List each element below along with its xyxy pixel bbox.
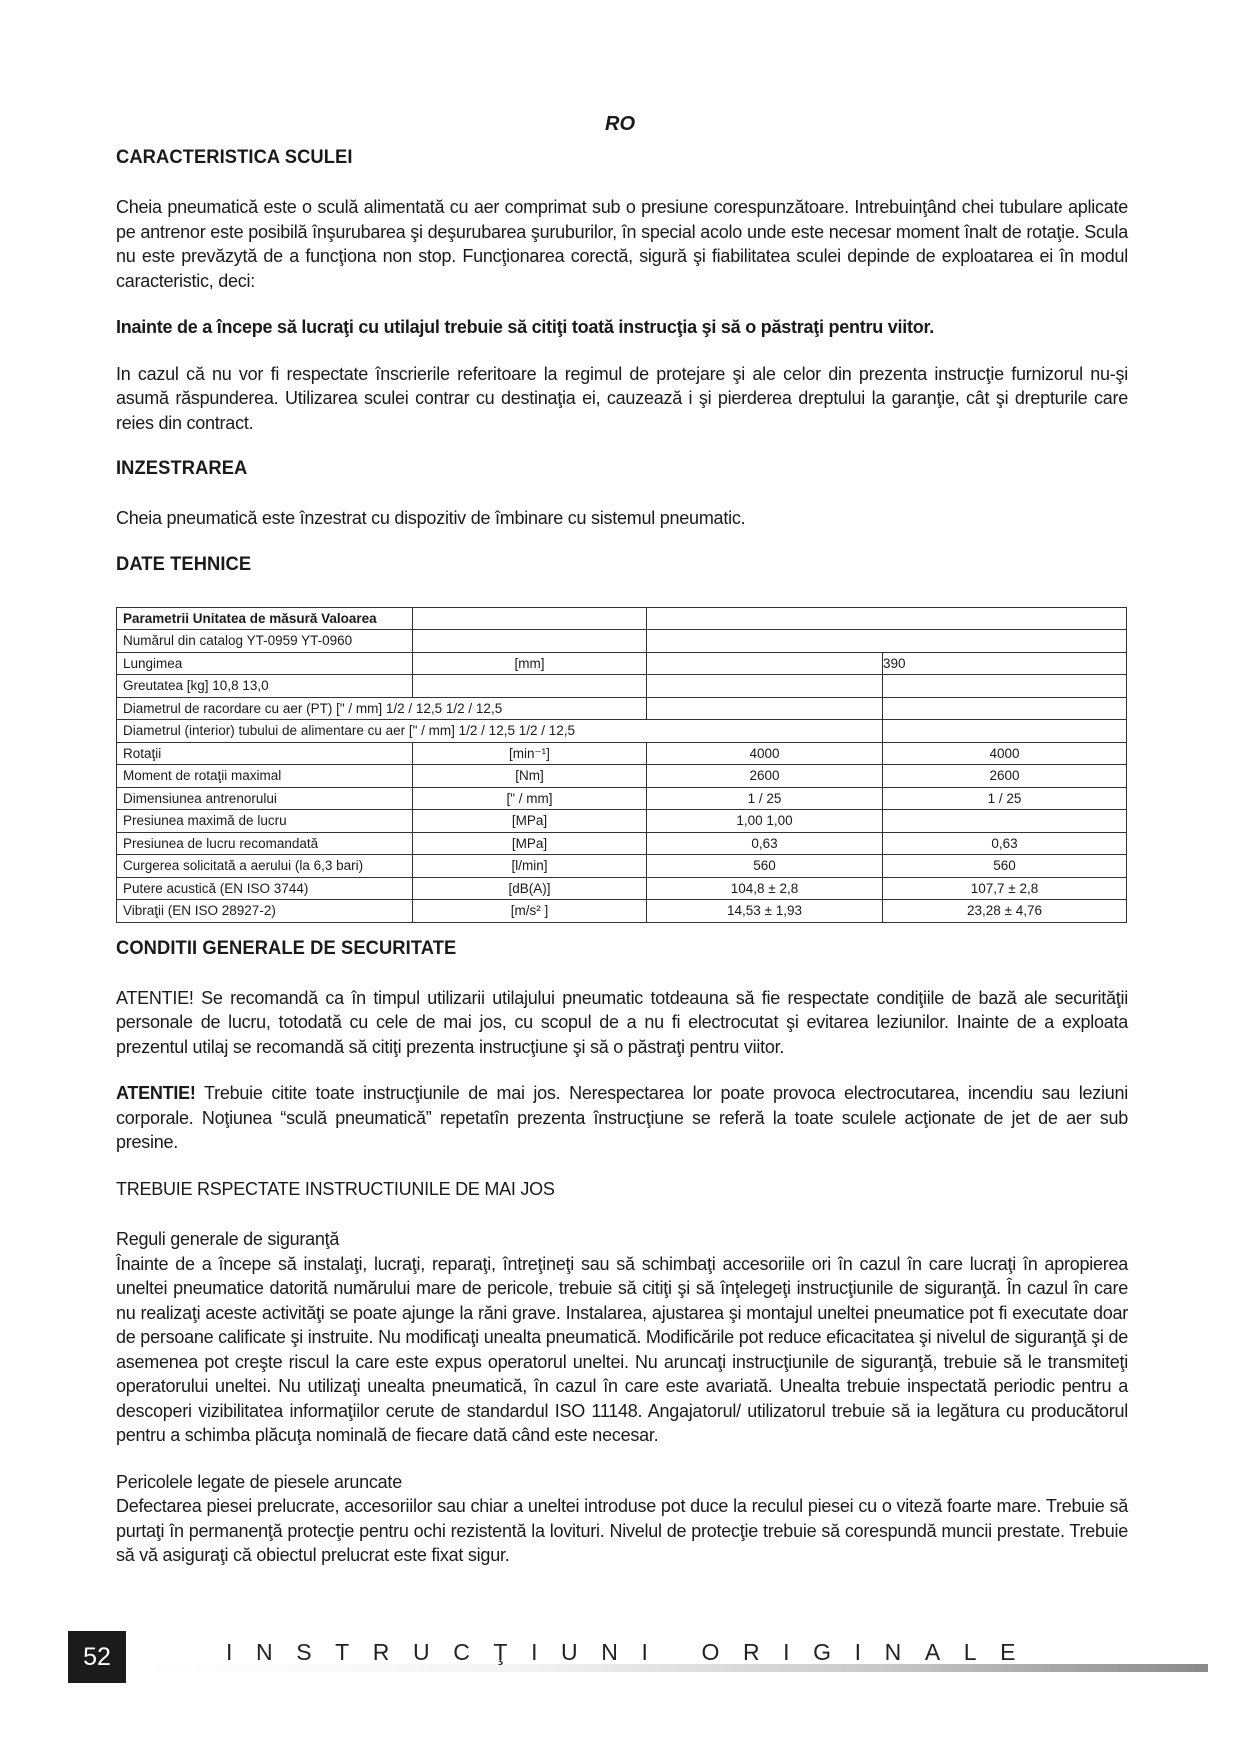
table-cell: Rotaţii (117, 742, 413, 765)
table-row (117, 720, 1127, 743)
table-cell (413, 630, 647, 653)
table-cell: Lungimea (117, 652, 413, 675)
table-cell (883, 720, 1127, 743)
table-row (117, 832, 1127, 855)
paragraph-conditii-1: ATENTIE! Se recomandă ca în timpul utilizarii utilajului pneumatic totdeauna să fie respectate condiţiile de bază ale securităţii personale de lucru, totodată cu cele de mai jos, cu scopul de a nu fi electrocutat şi evitarea leziunilor. Inainte de a exploata prezentul utilaj se recomandă să citiţi prezenta instrucţiune şi să o păstraţi pentru viitor. (116, 987, 1128, 1057)
paragraph-inzestrarea: Cheia pneumatică este înzestrat cu dispozitiv de îmbinare cu sistemul pneumatic. (116, 508, 746, 528)
table-row (117, 877, 1127, 900)
table-cell: [min⁻¹] (413, 742, 647, 765)
footer-text: INSTRUCŢIUNI ORIGINALE (226, 1639, 1040, 1665)
table-cell (647, 607, 1127, 630)
table-cell (413, 607, 647, 630)
table-cell: [" / mm] (413, 787, 647, 810)
table-cell (647, 697, 883, 720)
section-title-date-tehnice: DATE TEHNICE (116, 552, 252, 575)
table-cell: 1 / 25 (647, 787, 883, 810)
table-cell (413, 675, 647, 698)
table-cell: [MPa] (413, 810, 647, 833)
table-cell: [l/min] (413, 855, 647, 878)
table-cell: 4000 (883, 742, 1127, 765)
subheading-pericolele: Pericolele legate de piesele aruncate (116, 1471, 402, 1492)
subheading-reguli: Reguli generale de siguranţă (116, 1229, 340, 1249)
table-cell (647, 630, 1127, 653)
table-cell: Diametrul (interior) tubului de alimentare cu aer [" / mm] 1/2 / 12,5 1/2 / 12,5 (117, 720, 883, 743)
table-cell: 0,63 (883, 832, 1127, 855)
table-row (117, 765, 1127, 788)
table-cell: [mm] (413, 652, 647, 675)
table-cell: 23,28 ± 4,76 (883, 900, 1127, 923)
table-row (117, 855, 1127, 878)
table-cell: [Nm] (413, 765, 647, 788)
section-title-caracteristica: CARACTERISTICA SCULEI (116, 146, 353, 168)
table-cell (647, 652, 883, 675)
table-row (117, 742, 1127, 765)
table-cell: 4000 (647, 742, 883, 765)
table-cell: Parametrii Unitatea de măsură Valoarea (117, 607, 413, 630)
table-cell: Curgerea solicitată a aerului (la 6,3 bari) (117, 855, 413, 878)
table-cell: 107,7 ± 2,8 (883, 877, 1127, 900)
table-cell: Diametrul de racordare cu aer (PT) [" / mm] 1/2 / 12,5 1/2 / 12,5 (117, 697, 647, 720)
table-row (117, 900, 1127, 923)
table-cell (883, 810, 1127, 833)
table-cell: 390 (883, 652, 1127, 675)
paragraph-caracteristica-1: Cheia pneumatică este o sculă alimentată cu aer comprimat sub o presiune corespunzătoare. Intrebuinţând chei tubulare aplicate pe antrenor este posibilă înşurubarea şi deşurubarea şuruburilor, în special acolo unde este necesar moment înalt de rotaţie. Scula nu este prevăzytă de a funcţiona non stop. Funcţionarea corectă, sigură şi fiabilitatea sculei depinde de exploatarea ei în modul caracteristic, deci: (116, 197, 1128, 291)
section-title-conditii: CONDITII GENERALE DE SECURITATE (116, 936, 457, 959)
table-row (117, 675, 1127, 698)
table-cell: 560 (883, 855, 1127, 878)
section-title-inzestrarea: INZESTRAREA (116, 457, 248, 479)
table-cell: [MPa] (413, 832, 647, 855)
table-cell: 1 / 25 (883, 787, 1127, 810)
table-row (117, 607, 1127, 630)
technical-data-table (116, 607, 1127, 923)
warning-label: ATENTIE! (116, 1083, 196, 1103)
paragraph-pericolele: Defectarea piesei prelucrate, accesoriilor sau chiar a uneltei introduse pot duce la reculul piesei cu o viteză foarte mare. Trebuie să purtaţi în permanenţă protecţie pentru ochi rezistentă la lovituri. Nivelul de protecţie trebuie să corespundă muncii prestate. Trebuie să vă asiguraţi că obiectul prelucrat este fixat sigur. (116, 1496, 1128, 1565)
table-row (117, 630, 1127, 653)
warning-text: Trebuie citite toate instrucţiunile de mai jos. Nerespectarea lor poate provoca electrocutarea, incendiu sau leziuni corporale. Noţiunea “sculă pneumatică” repetatîn prezenta înstrucţiune se referă la toate sculele acţionate de jet de aer sub presine. (116, 1083, 1128, 1152)
table-cell: [m/s² ] (413, 900, 647, 923)
table-cell: 14,53 ± 1,93 (647, 900, 883, 923)
table-cell: Presiunea maximă de lucru (117, 810, 413, 833)
page-content (116, 146, 1128, 1568)
table-cell: 2600 (647, 765, 883, 788)
table-cell: Vibraţii (EN ISO 28927-2) (117, 900, 413, 923)
page-footer (68, 1631, 1208, 1683)
table-cell (883, 675, 1127, 698)
table-cell: 1,00 1,00 (647, 810, 883, 833)
table-cell: [dB(A)] (413, 877, 647, 900)
table-cell: 2600 (883, 765, 1127, 788)
language-code: RO (605, 113, 635, 135)
table-cell: 560 (647, 855, 883, 878)
table-cell: Dimensiunea antrenorului (117, 787, 413, 810)
table-cell: Putere acustică (EN ISO 3744) (117, 877, 413, 900)
table-cell: Numărul din catalog YT-0959 YT-0960 (117, 630, 413, 653)
paragraph-caracteristica-2: In cazul că nu vor fi respectate înscrierile referitoare la regimul de protejare şi ale celor din prezenta instrucţie furnizorul nu-şi asumă răspunderea. Utilizarea sculei contrar cu destinaţia ei, cauzează i şi pierderea dreptului la garanţie, cât şi drepturile care reies din contract. (116, 363, 1128, 433)
table-row (117, 810, 1127, 833)
paragraph-conditii-2 (116, 1081, 1128, 1155)
table-row (117, 787, 1127, 810)
paragraph-caracteristica-bold: Inainte de a începe să lucraţi cu utilajul trebuie să citiţi toată instrucţia şi să o păstraţi pentru viitor. (116, 317, 934, 337)
table-cell: Moment de rotaţii maximal (117, 765, 413, 788)
table-row (117, 652, 1127, 675)
paragraph-trebuie: TREBUIE RSPECTATE INSTRUCTIUNILE DE MAI JOS (116, 1178, 555, 1199)
table-cell: 104,8 ± 2,8 (647, 877, 883, 900)
table-cell: Presiunea de lucru recomandată (117, 832, 413, 855)
table-cell: 0,63 (647, 832, 883, 855)
table-row (117, 697, 1127, 720)
paragraph-reguli: Înainte de a începe să instalaţi, lucraţi, reparaţi, întreţineţi sau să schimbaţi accesoriile ori în cazul în care lucraţi în apropierea uneltei pneumatice datorită numărului mare de pericole, trebuie să citiţi şi să înţelegeţi instrucţiunile de siguranţă. În cazul în care nu realizaţi aceste activităţi se poate ajunge la răni grave. Instalarea, ajustarea şi montajul uneltei pneumatice pot fi executate doar de persoane calificate şi instruite. Nu modificaţi unealta pneumatică. Modificările pot reduce eficacitatea şi nivelul de siguranţă şi de asemenea pot creşte riscul la care este expus operatorul uneltei. Nu aruncaţi instrucţiunile de siguranţă, trebuie să le transmiteţi operatorului uneltei. Nu utilizaţi unealta pneumatică, în cazul în care este avariată. Unealta trebuie inspectată periodic pentru a descoperi vizibilitatea informaţiilor cerute de standardul ISO 11148. Angajatorul/ utilizatorul trebuie să ia legătura cu producătorul pentru a schimba plăcuţa nominală de fiecare dată când este necesar. (116, 1253, 1128, 1445)
table-cell (647, 675, 883, 698)
table-cell (883, 697, 1127, 720)
page-number: 52 (68, 1631, 126, 1683)
table-cell: Greutatea [kg] 10,8 13,0 (117, 675, 413, 698)
